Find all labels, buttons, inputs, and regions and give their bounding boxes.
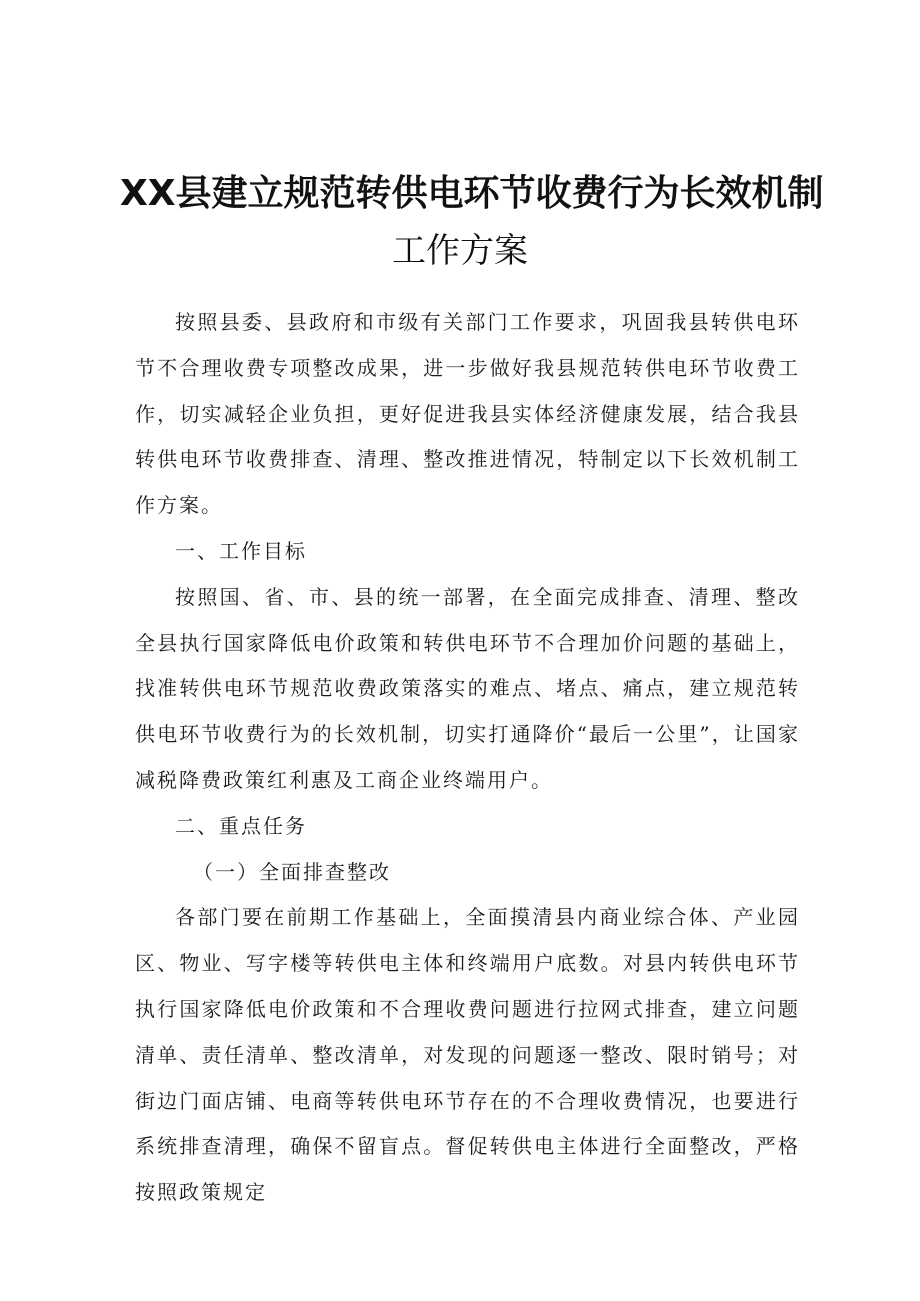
section1-paragraph: 按照国、省、市、县的统一部署，在全面完成排查、清理、整改全县执行国家降低电价政策和转供电环节不合理加价问题的基础上，找准转供电环节规范收费政策落实的难点、堵点、痛点，建立规范转供电环节收费行为的长效机制，切实打通降价“最后一公里”，让国家减税降费政策红利惠及工商企业终端用户。 — [135, 584, 800, 792]
intro-paragraph: 按照县委、县政府和市级有关部门工作要求，巩固我县转供电环节不合理收费专项整改成果，进一步做好我县规范转供电环节收费工作，切实减轻企业负担，更好促进我县实体经济健康发展，结合我县转供电环节收费排查、清理、整改推进情况，特制定以下长效机制工作方案。 — [135, 310, 800, 518]
document-title-line1: XX县建立规范转供电环节收费行为长效机制 — [120, 173, 824, 214]
document-title-line2: 工作方案 — [392, 231, 528, 271]
section2-heading: 二、重点任务 — [175, 813, 307, 838]
subsection1-heading: （一）全面排查整改 — [193, 859, 391, 884]
document-body — [135, 300, 800, 1216]
subsection1-paragraph: 各部门要在前期工作基础上，全面摸清县内商业综合体、产业园区、物业、写字楼等转供电主体和终端用户底数。对县内转供电环节执行国家降低电价政策和不合理收费问题进行拉网式排查，建立问题清单、责任清单、整改清单，对发现的问题逐一整改、限时销号；对街边门面店铺、电商等转供电环节存在的不合理收费情况，也要进行系统排查清理，确保不留盲点。督促转供电主体进行全面整改，严格按照政策规定 — [135, 905, 800, 1205]
section1-heading: 一、工作目标 — [175, 538, 307, 563]
